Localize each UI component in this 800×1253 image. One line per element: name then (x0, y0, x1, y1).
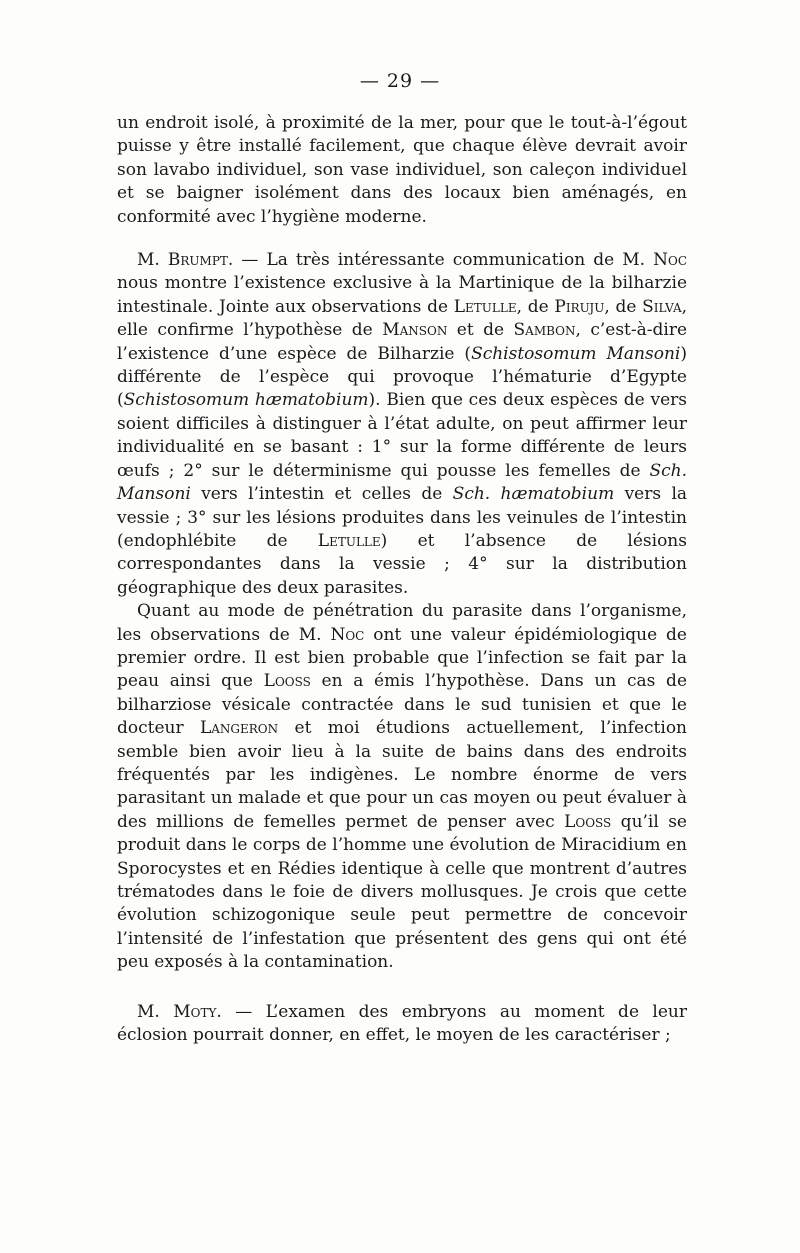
page-body (117, 112, 687, 1047)
text-run: vers la vessie ; 3° sur les lésions produites dans les veinules de l’intestin (endophlébite de (117, 484, 688, 551)
italic-term: Sch. Mansoni (117, 460, 687, 505)
text-run: vers l’intestin et celles de (190, 484, 453, 505)
small-caps-name: Letulle (317, 530, 381, 551)
small-caps-name: Looss (564, 811, 612, 832)
small-caps-name: Sambon (513, 320, 576, 341)
text-run: nous montre l’existence exclusive à la Martinique de la bilharzie intestinale. Jointe aux observations de (117, 273, 687, 317)
text-run: un endroit isolé, à proximité de la mer, pour que le tout-à-l’égout puisse y être installé facilement, que chaque élève devrait avoir son lavabo individuel, son vase individuel, son caleçon individuel et se baigner isolément dans des locaux bien aménagés, en conformité avec l’hygiène moderne. (117, 113, 687, 227)
text-run: Quant au mode de pénétration du parasite dans l’organisme, les observations de M. (117, 601, 687, 645)
text-run: , de (604, 296, 643, 317)
paragraph (117, 249, 687, 600)
italic-term: Schistosomum Mansoni (471, 343, 681, 364)
small-caps-name: Noc (330, 624, 365, 645)
text-run: ont une valeur épidémiologique de premier ordre. Il est bien probable que l’infection se fait par la peau ainsi que (117, 624, 687, 692)
italic-term: Sch. hæmatobium (452, 484, 615, 505)
text-run: , c’est-à-dire l’existence d’une espèce de Bilharzie ( (117, 320, 688, 364)
small-caps-name: Piruju (554, 296, 605, 317)
text-run: et moi étudions actuellement, l’infection semble bien avoir lieu à la suite de bains dans des endroits fréquentés par les indigènes. Le nombre énorme de vers parasitant un malade et que pour un cas moyen ou peut évaluer à des millions de femelles permet de penser avec (117, 718, 688, 832)
page-number: — 29 — (359, 70, 441, 92)
small-caps-name: Silva (642, 296, 682, 317)
small-caps-name: Manson (382, 320, 448, 341)
text-run: M. (137, 250, 168, 271)
paragraph (117, 600, 687, 975)
text-run: . — L’examen des embryons au moment de leur éclosion pourrait donner, en effet, le moyen de les caractériser ; (117, 1001, 687, 1046)
text-run: ) et l’absence de lésions correspondantes dans la vessie ; 4° sur la distribution géographique des deux parasites. (117, 530, 687, 598)
small-caps-name: Brumpt (167, 250, 228, 271)
text-run: M. (137, 1001, 174, 1022)
text-run: , de (516, 296, 555, 317)
small-caps-name: Letulle (453, 296, 517, 317)
paragraph (117, 1001, 687, 1048)
text-run: qu’il se produit dans le corps de l’homme une évolution de Miracidium en Sporocystes et en Rédies identique à celle que montrent d’autres trématodes dans le foie de divers mollusques. Je crois que cette évolution schizogonique seule peut permettre de concevoir l’intensité de l’infestation que présentent des gens qui ont été peu exposés à la contamination. (117, 811, 687, 973)
italic-term: Schistosomum hæmatobium (123, 390, 369, 411)
small-caps-name: Looss (263, 671, 311, 692)
text-run: , elle confirme l’hypothèse de (117, 296, 688, 341)
text-run: ) différente de l’espèce qui provoque l’hématurie d’Egypte ( (117, 343, 687, 411)
small-caps-name: Noc (653, 250, 688, 271)
text-run: ). Bien que ces deux espèces de vers soient difficiles à distinguer à l’état adulte, on peut affirmer leur individualité en se basant : 1° sur la forme différente de leurs œufs ; 2° sur le déterminisme qui pousse les femelles de (117, 390, 687, 481)
text-run: en a émis l’hypothèse. Dans un cas de bilharziose vésicale contractée dans le sud tunisien et que le docteur (117, 671, 688, 739)
text-run: et de (447, 320, 514, 341)
paragraph (117, 112, 687, 229)
text-run: . — La très intéressante communication de M. (227, 250, 654, 271)
small-caps-name: Moty (173, 1001, 217, 1022)
small-caps-name: Langeron (199, 718, 279, 739)
